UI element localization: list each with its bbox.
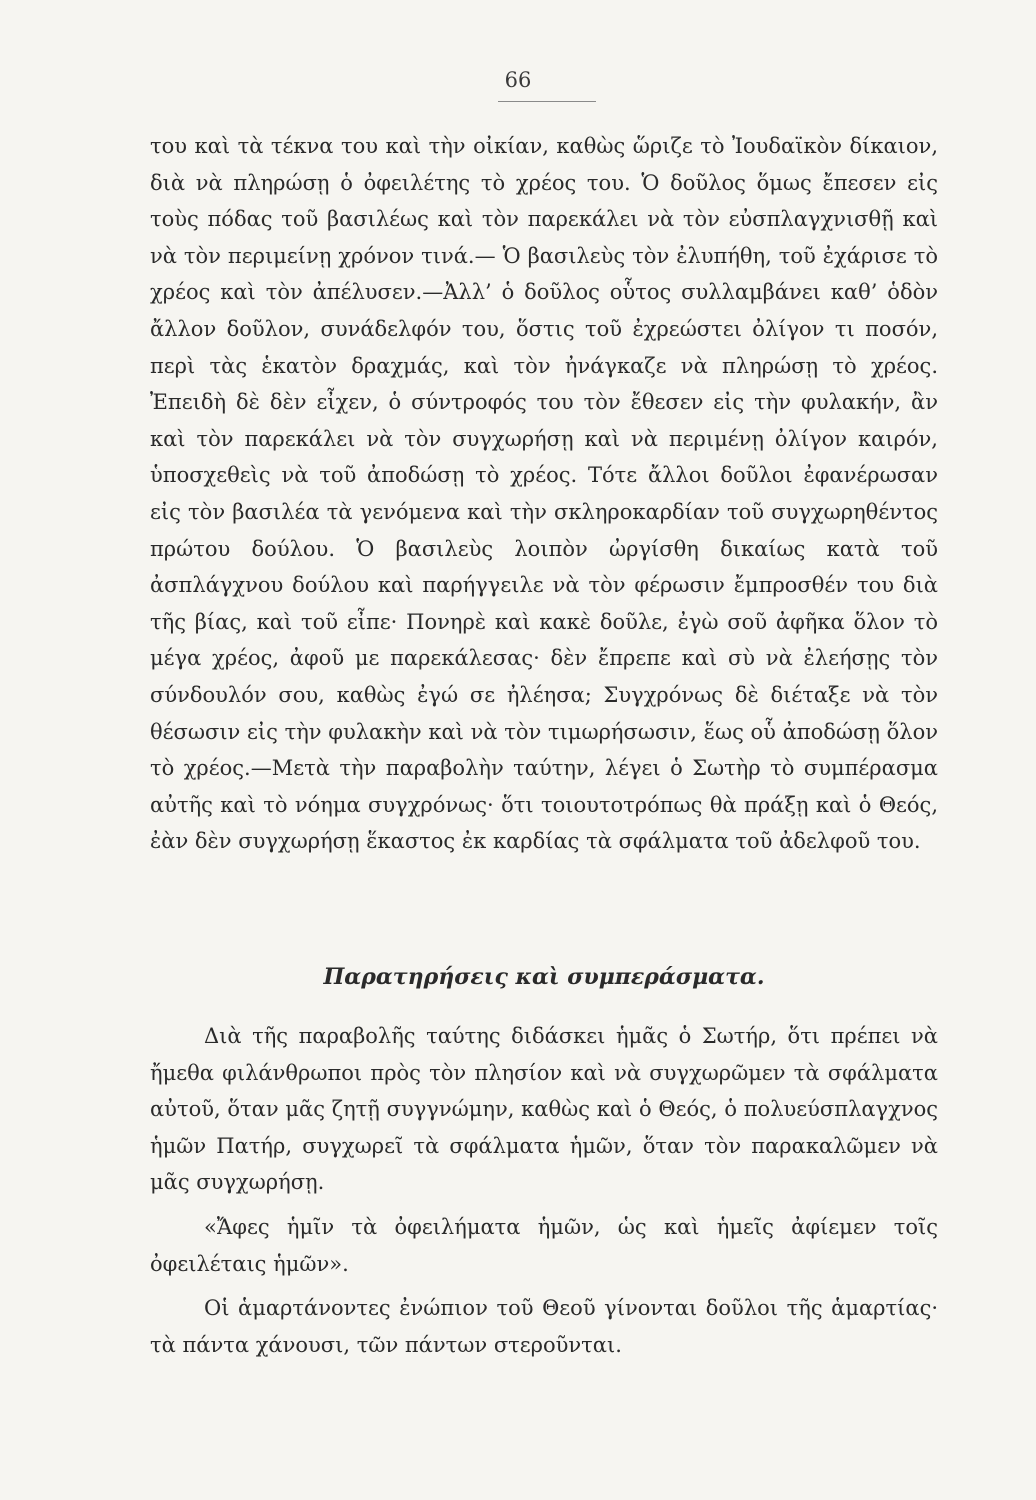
observation-paragraph-3: Οἱ ἁμαρτάνοντες ἐνώπιον τοῦ Θεοῦ γίνονται δοῦλοι τῆς ἁμαρτίας· τὰ πάντα χάνουσι, τῶν πάντων στεροῦνται. (150, 1296, 938, 1357)
observation-paragraph-1: Διὰ τῆς παραβολῆς ταύτης διδάσκει ἡμᾶς ὁ Σωτήρ, ὅτι πρέπει νὰ ἤμεθα φιλάνθρωποι πρὸς τὸν πλησίον καὶ νὰ συγχωρῶμεν τὰ σφάλματα αὐτοῦ, ὅταν μᾶς ζητῇ συγγνώμην, καθὼς καὶ ὁ Θεός, ὁ πολυεύσπλαγχνος ἡμῶν Πατήρ, συγχωρεῖ τὰ σφάλματα ἡμῶν, ὅταν τὸν παρακαλῶμεν νὰ μᾶς συγχωρήσῃ. (150, 1024, 938, 1195)
observations-section (150, 1018, 938, 1371)
main-text (150, 128, 938, 860)
main-paragraph: του καὶ τὰ τέκνα του καὶ τὴν οἰκίαν, καθὼς ὥριζε τὸ Ἰουδαϊκὸν δίκαιον, διὰ νὰ πληρώσῃ ὁ ὀφειλέτης τὸ χρέος του. Ὁ δοῦλος ὅμως ἔπεσεν εἰς τοὺς πόδας τοῦ βασιλέως καὶ τὸν παρεκάλει νὰ τὸν εὐσπλαγχνισθῇ καὶ νὰ τὸν περιμείνῃ χρόνον τινά.— Ὁ βασιλεὺς τὸν ἐλυπήθη, τοῦ ἐχάρισε τὸ χρέος καὶ τὸν ἀπέλυσεν.—Ἀλλ’ ὁ δοῦλος οὗτος συλλαμβάνει καθ’ ὁδὸν ἄλλον δοῦλον, συνάδελφόν του, ὅστις τοῦ ἐχρεώστει ὀλίγον τι ποσόν, περὶ τὰς ἑκατὸν δραχμάς, καὶ τὸν ἠνάγκαζε νὰ πληρώσῃ τὸ χρέος. Ἐπειδὴ δὲ δὲν εἶχεν, ὁ σύντροφός του τὸν ἔθεσεν εἰς τὴν φυλακήν, ἂν καὶ τὸν παρεκάλει νὰ τὸν συγχωρήσῃ καὶ νὰ περιμένῃ ὀλίγον καιρόν, ὑποσχεθεὶς νὰ τοῦ ἀποδώσῃ τὸ χρέος. Τότε ἄλλοι δοῦλοι ἐφανέρωσαν εἰς τὸν βασιλέα τὰ γενόμενα καὶ τὴν σκληροκαρδίαν τοῦ συγχωρηθέντος πρώτου δούλου. Ὁ βασιλεὺς λοιπὸν ὠργίσθη δικαίως κατὰ τοῦ ἀσπλάγχνου δούλου καὶ παρήγγειλε νὰ τὸν φέρωσιν ἔμπροσθέν του διὰ τῆς βίας, καὶ τοῦ εἶπε· Πονηρὲ καὶ κακὲ δοῦλε, ἐγὼ σοῦ ἀφῆκα ὅλον τὸ μέγα χρέος, ἀφοῦ με παρεκάλεσας· δὲν ἔπρεπε καὶ σὺ νὰ ἐλεήσῃς τὸν σύνδουλόν σου, καθὼς ἐγώ σε ἠλέησα; Συγχρόνως δὲ διέταξε νὰ τὸν θέσωσιν εἰς τὴν φυλακὴν καὶ νὰ τὸν τιμωρήσωσιν, ἕως οὗ ἀποδώσῃ ὅλον τὸ χρέος.—Μετὰ τὴν παραβολὴν ταύτην, λέγει ὁ Σωτὴρ τὸ συμπέρασμα αὐτῆς καὶ τὸ νόημα συγχρόνως· ὅτι τοιουτοτρόπως θὰ πράξῃ καὶ ὁ Θεός, ἐὰν δὲν συγχωρήσῃ ἕκαστος ἐκ καρδίας τὰ σφάλματα τοῦ ἀδελφοῦ του. (150, 134, 938, 854)
observation-paragraph-2: «Ἄφες ἡμῖν τὰ ὀφειλήματα ἡμῶν, ὡς καὶ ἡμεῖς ἀφίεμεν τοῖς ὀφειλέταις ἡμῶν». (150, 1214, 938, 1276)
page-number-rule (498, 101, 596, 102)
section-heading: Παρατηρήσεις καὶ συμπεράσματα. (323, 964, 765, 990)
page-number: 66 (504, 68, 532, 92)
